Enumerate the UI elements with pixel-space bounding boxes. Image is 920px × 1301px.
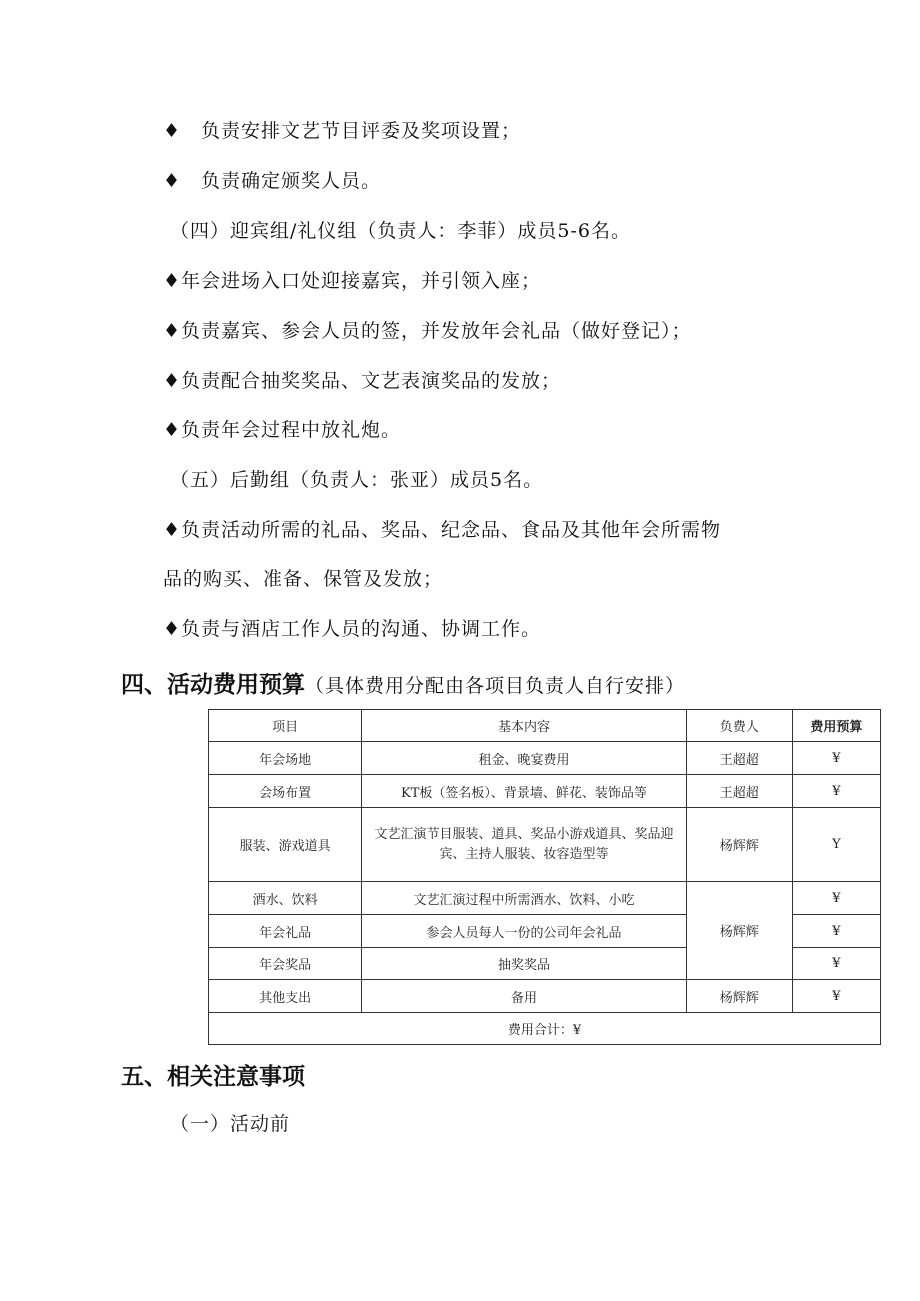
header-cost: 费用预算 <box>792 710 880 742</box>
bullet-line: ♦负责配合抽奖奖品、文艺表演奖品的发放； <box>163 370 562 392</box>
bullet-line: ♦负责嘉宾、参会人员的签，并发放年会礼品（做好登记）； <box>163 320 692 342</box>
bullet-line: ♦负责活动所需的礼品、奖品、纪念品、食品及其他年会所需物 <box>163 519 722 541</box>
cell-owner: 杨辉辉 <box>686 808 792 882</box>
cell-content: 参会人员每人一份的公司年会礼品 <box>362 915 686 948</box>
bullet-line-judges <box>163 118 521 144</box>
budget-table <box>208 709 881 1045</box>
cell-content <box>362 808 686 882</box>
section-heading-budget <box>121 670 685 701</box>
subheading-reception-group: （四）迎宾组/礼仪组（负责人：李菲）成员5-6名。 <box>170 220 631 242</box>
section-title: 四、活动费用预算 <box>121 672 305 698</box>
cell-content: 抽奖奖品 <box>362 948 686 980</box>
diamond-bullet-icon: ♦ <box>163 120 182 142</box>
table-row <box>209 980 881 1013</box>
cell-item: 年会奖品 <box>209 948 362 980</box>
cell-owner: 王超超 <box>686 775 792 808</box>
cell-item: 年会场地 <box>209 742 362 775</box>
table-row <box>209 775 881 808</box>
bullet-line: ♦负责与酒店工作人员的沟通、协调工作。 <box>163 618 542 640</box>
section-heading-notes: 五、相关注意事项 <box>121 1064 305 1090</box>
cell-content: 租金、晚宴费用 <box>362 742 686 775</box>
cell-total: 费用合计：¥ <box>209 1013 881 1045</box>
cell-item: 会场布置 <box>209 775 362 808</box>
cell-item: 年会礼品 <box>209 915 362 948</box>
cell-content: KT板（签名板）、背景墙、鲜花、装饰品等 <box>362 775 686 808</box>
bullet-line: ♦年会进场入口处迎接嘉宾，并引领入座； <box>163 270 542 292</box>
table-row <box>209 808 881 882</box>
cell-content: 文艺汇演过程中所需酒水、饮料、小吃 <box>362 882 686 915</box>
subheading-before-event: （一）活动前 <box>170 1113 291 1135</box>
subheading-logistics-group: （五）后勤组（负责人：张亚）成员5名。 <box>170 469 544 491</box>
header-owner: 负费人 <box>686 710 792 742</box>
cell-cost: ¥ <box>792 882 880 915</box>
table-row <box>209 882 881 915</box>
table-header-row <box>209 710 881 742</box>
cell-item: 酒水、饮料 <box>209 882 362 915</box>
line-text: 负责确定颁奖人员。 <box>201 170 382 192</box>
cell-item: 其他支出 <box>209 980 362 1013</box>
header-content: 基本内容 <box>362 710 686 742</box>
cell-owner: 王超超 <box>686 742 792 775</box>
cell-cost: ¥ <box>792 980 880 1013</box>
cell-content: 备用 <box>362 980 686 1013</box>
line-text: 负责安排文艺节目评委及奖项设置； <box>201 120 522 142</box>
cell-cost: ¥ <box>792 915 880 948</box>
cell-cost: ¥ <box>792 742 880 775</box>
cell-content-line: 宾、主持人服装、妆容造型等 <box>439 846 609 862</box>
bullet-line-presenters <box>163 168 381 194</box>
cell-item: 服装、游戏道具 <box>209 808 362 882</box>
cell-cost: Y <box>792 808 880 882</box>
diamond-bullet-icon: ♦ <box>163 170 182 192</box>
cell-content-line: 文艺汇演节目服装、道具、奖品小游戏道具、奖品迎 <box>374 826 674 842</box>
cell-cost: ¥ <box>792 775 880 808</box>
bullet-line: ♦负责年会过程中放礼炮。 <box>163 419 402 441</box>
cell-owner-merged: 杨辉辉 <box>686 882 792 980</box>
cell-cost: ¥ <box>792 948 880 980</box>
section-note: （具体费用分配由各项目负责人自行安排） <box>305 675 686 697</box>
table-total-row <box>209 1013 881 1045</box>
cell-owner: 杨辉辉 <box>686 980 792 1013</box>
continuation-line: 品的购买、准备、保管及发放； <box>163 568 444 590</box>
table-row <box>209 742 881 775</box>
header-item: 项目 <box>209 710 362 742</box>
